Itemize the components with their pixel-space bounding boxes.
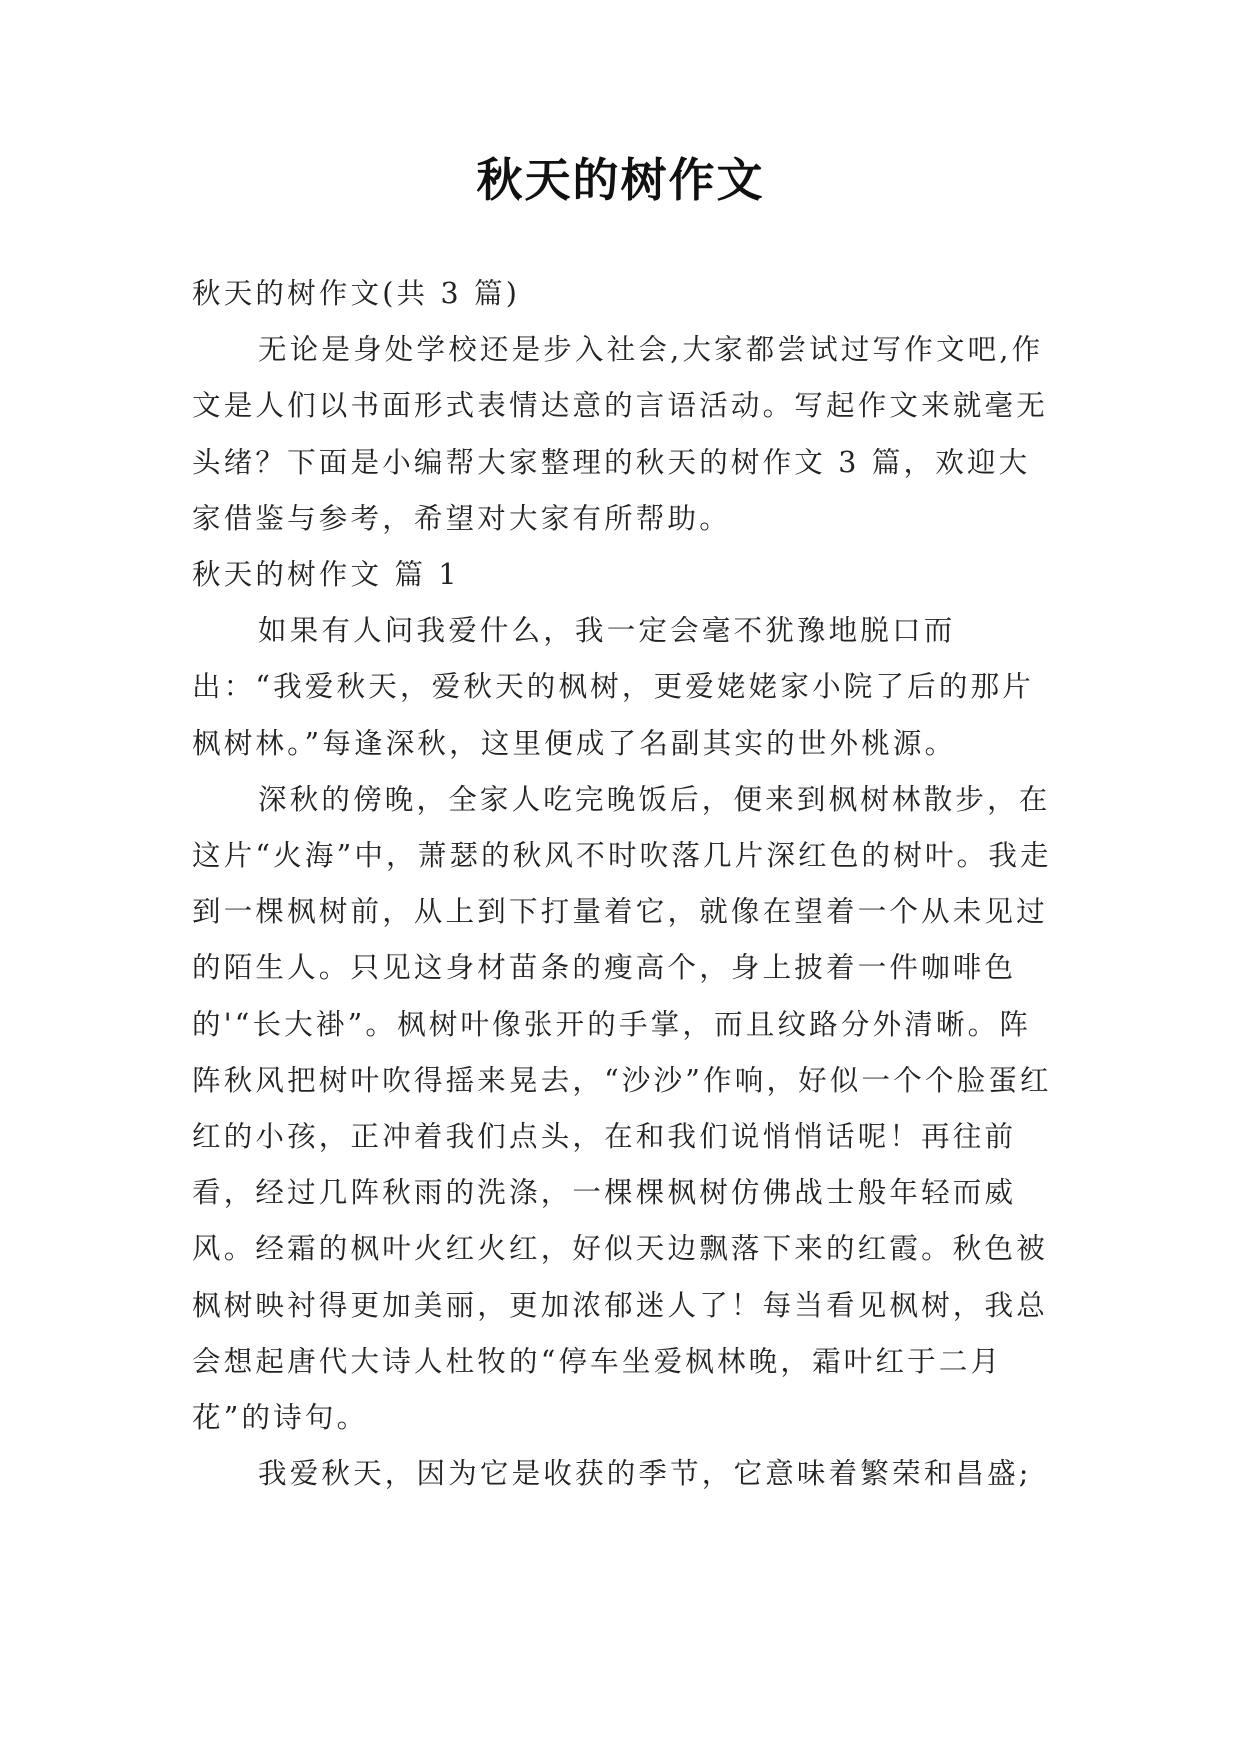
page-title: 秋天的树作文	[476, 153, 765, 207]
body-paragraph: 深秋的傍晚，全家人吃完晚饭后，便来到枫树林散步，在这片“火海”中，萧瑟的秋风不时吹落几片深红色的树叶。我走到一棵枫树前，从上到下打量着它，就像在望着一个从未见过的陌生人。只见这身材苗条的瘦高个，身上披着一件咖啡色的'“长大褂”。枫树叶像张开的手掌，而且纹路分外清晰。阵阵秋风把树叶吹得摇来晃去，“沙沙”作响，好似一个个脸蛋红红的小孩，正冲着我们点头，在和我们说悄悄话呢！再往前看，经过几阵秋雨的洗涤，一棵棵枫树仿佛战士般年轻而威风。经霜的枫叶火红火红，好似天边飘落下来的红霞。秋色被枫树映衬得更加美丽，更加浓郁迷人了！每当看见枫树，我总会想起唐代大诗人杜牧的“停车坐爱枫林晚，霜叶红于二月花”的诗句。	[192, 782, 1052, 1435]
document-subtitle: 秋天的树作文(共 3 篇)	[192, 277, 521, 310]
intro-paragraph: 无论是身处学校还是步入社会,大家都尝试过写作文吧,作文是人们以书面形式表情达意的言语活动。写起作文来就毫无头绪？下面是小编帮大家整理的秋天的树作文 3 篇，欢迎大家借鉴与参考，希望对大家有所帮助。	[192, 333, 1048, 535]
body-paragraph: 我爱秋天，因为它是收获的季节，它意味着繁荣和昌盛;	[258, 1457, 1032, 1491]
document-body	[192, 266, 1054, 1502]
body-paragraph: 如果有人问我爱什么，我一定会毫不犹豫地脱口而出：“我爱秋天，爱秋天的枫树，更爱姥姥家小院了后的那片枫树林。”每逢深秋，这里便成了名副其实的世外桃源。	[192, 614, 1034, 760]
section-heading: 秋天的树作文 篇 1	[192, 558, 460, 592]
